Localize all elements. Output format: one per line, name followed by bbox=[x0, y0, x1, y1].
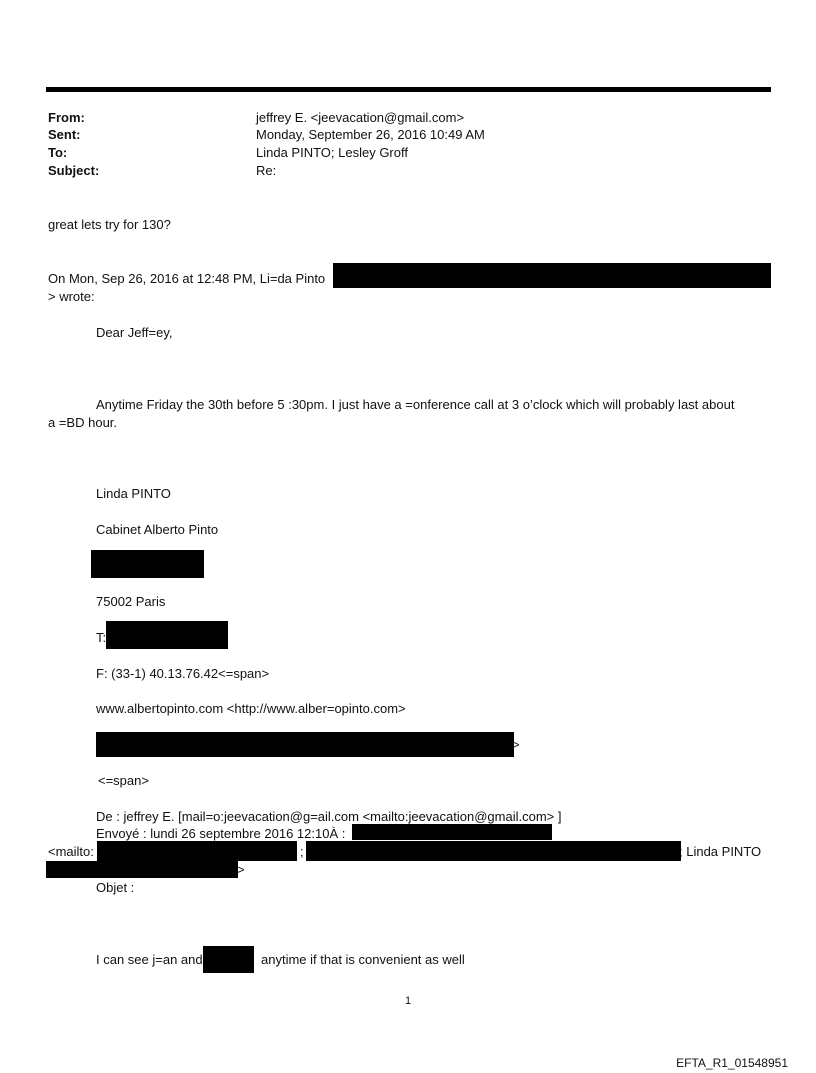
last-line-end: anytime if that is convenient as well bbox=[261, 952, 465, 967]
redaction-box bbox=[203, 946, 254, 973]
forward-envoye-line: Envoyé : lundi 26 septembre 2016 12:10À : bbox=[96, 826, 346, 841]
greeting: Dear Jeff=ey, bbox=[96, 325, 173, 340]
message-line-2: a =BD hour. bbox=[48, 415, 118, 430]
signature-city: 75002 Paris bbox=[96, 594, 166, 609]
redacted-tail: > bbox=[512, 737, 520, 752]
to-label: To: bbox=[48, 145, 68, 160]
document-id: EFTA_R1_01548951 bbox=[676, 1056, 788, 1070]
forward-objet: Objet : bbox=[96, 880, 135, 895]
page-number: 1 bbox=[404, 995, 412, 1007]
redaction-box bbox=[352, 824, 552, 840]
forward-mailto-prefix: <mailto: bbox=[48, 844, 94, 859]
signature-website: www.albertopinto.com <http://www.alber=opinto.com> bbox=[96, 701, 406, 716]
message-line-1: Anytime Friday the 30th before 5 :30pm. I just have a =onference call at 3 o’clock which will probably last about bbox=[96, 397, 735, 412]
sent-value: Monday, September 26, 2016 10:49 AM bbox=[256, 127, 485, 142]
forward-redacted-tail: > bbox=[237, 862, 245, 877]
signature-fax: F: (33-1) 40.13.76.42<=span> bbox=[96, 666, 270, 681]
span-tag: <=span> bbox=[98, 773, 149, 788]
redaction-box bbox=[333, 263, 771, 288]
to-value: Linda PINTO; Lesley Groff bbox=[256, 145, 408, 160]
reply-text: great lets try for 130? bbox=[48, 217, 171, 232]
redaction-box bbox=[306, 841, 681, 861]
forward-semicolon: ; bbox=[300, 844, 304, 859]
subject-label: Subject: bbox=[48, 163, 100, 178]
redaction-box bbox=[46, 861, 238, 878]
redaction-box bbox=[91, 550, 204, 578]
signature-name: Linda PINTO bbox=[96, 486, 171, 501]
quote-intro-end: > wrote: bbox=[48, 289, 95, 304]
forward-de-line: De : jeffrey E. [mail=o:jeevacation@g=ail.com <mailto:jeevacation@gmail.com> ] bbox=[96, 809, 562, 824]
sent-label: Sent: bbox=[48, 127, 81, 142]
redaction-box bbox=[96, 732, 514, 757]
quote-intro: On Mon, Sep 26, 2016 at 12:48 PM, Li=da Pinto bbox=[48, 271, 326, 286]
subject-value: Re: bbox=[256, 163, 277, 178]
redaction-box bbox=[106, 621, 228, 649]
header-rule bbox=[46, 87, 771, 92]
from-label: From: bbox=[48, 110, 85, 125]
signature-company: Cabinet Alberto Pinto bbox=[96, 522, 219, 537]
last-line-start: I can see j=an and bbox=[96, 952, 203, 967]
redaction-box bbox=[97, 841, 297, 861]
from-value: jeffrey E. <jeevacation@gmail.com> bbox=[256, 110, 465, 125]
signature-tel-label: T: bbox=[96, 630, 107, 645]
forward-linda-suffix: ; Linda PINTO bbox=[679, 844, 762, 859]
